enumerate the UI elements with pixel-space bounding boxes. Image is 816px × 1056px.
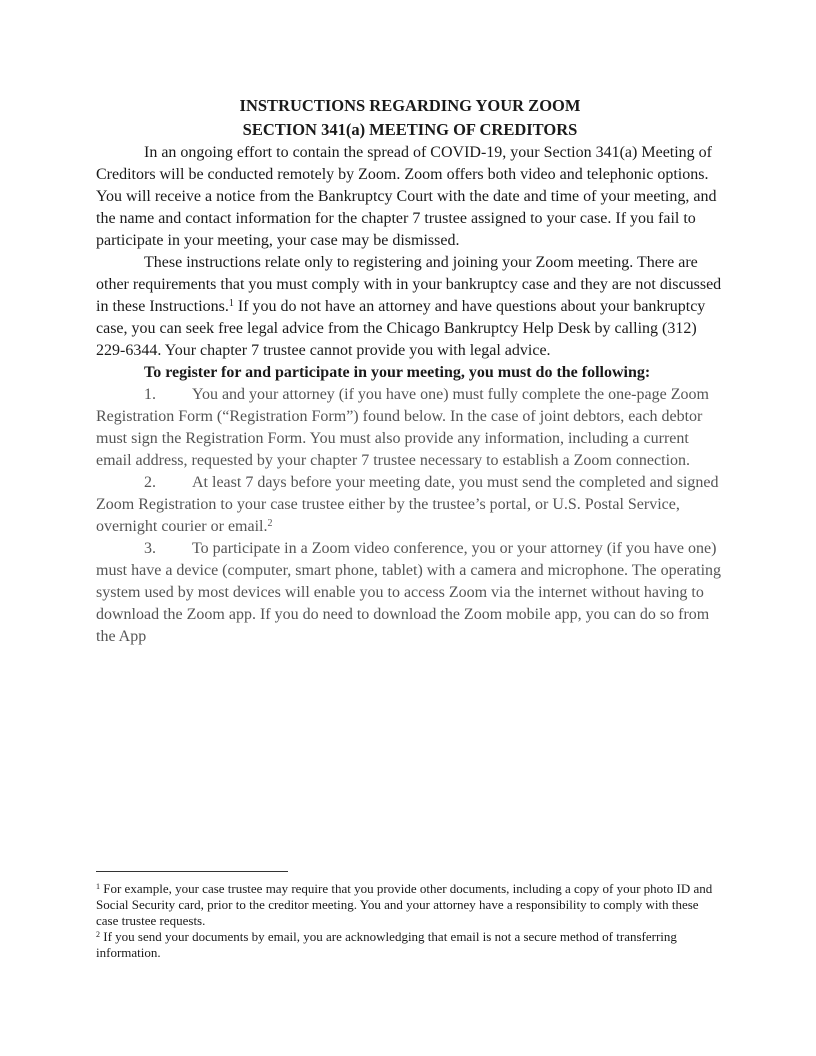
list-item-2-text: At least 7 days before your meeting date, you must send the completed and signed Zoom Registration to your case trustee either by the trustee’s portal, or U.S. Postal Service, overnight courier or email.$^2$ <box>96 474 719 535</box>
document-body <box>96 94 724 648</box>
intro-paragraph-2-text-b: If you do not have an attorney and have questions about your bankruptcy case, you can seek free legal advice from the Chicago Bankruptcy Help Desk by calling (312) 229-6344. Your chapter 7 trustee cannot provide you with legal advice. <box>96 298 706 359</box>
list-item-3 <box>96 538 724 648</box>
footnote-2-text: If you send your documents by email, you are acknowledging that email is not a secure method of transferring information. <box>96 929 677 960</box>
footnote-1 <box>96 881 724 929</box>
intro-paragraph-2 <box>96 252 724 362</box>
footnote-1-marker: 1 <box>96 882 100 891</box>
list-item-2-number: 2. <box>144 474 156 491</box>
footnote-reference-1: 1 <box>228 298 234 309</box>
footnote-1-text: For example, your case trustee may require that you provide other documents, including a copy of your photo ID and Social Security card, prior to the creditor meeting. You and your attorney have a responsibility to comply with these case trustee requests. <box>96 881 713 928</box>
footnote-2-marker: 2 <box>96 930 100 939</box>
intro-paragraph-2-text-a: These instructions relate only to registering and joining your Zoom meeting. There are other requirements that you must comply with in your bankruptcy case and they are not discussed in these Instructions. <box>96 254 722 315</box>
title-line-1: INSTRUCTIONS REGARDING YOUR ZOOM <box>239 96 581 115</box>
list-item-3-number: 3. <box>144 540 156 557</box>
footnote-divider <box>96 871 288 872</box>
list-item-2 <box>96 472 724 538</box>
list-item-3-text: To participate in a Zoom video conference, you or your attorney (if you have one) must have a device (computer, smart phone, tablet) with a camera and microphone. The operating system used by most devices will enable you to access Zoom via the internet without having to download the Zoom app. If you do need to download the Zoom mobile app, you can do so from the App <box>96 540 722 645</box>
footnotes <box>96 881 724 961</box>
list-item-1-text: You and your attorney (if you have one) must fully complete the one-page Zoom Registration Form (“Registration Form”) found below. In the case of joint debtors, each debtor must sign the Registration Form. You must also provide any information, including a current email address, requested by your chapter 7 trustee necessary to establish a Zoom connection. <box>96 386 709 469</box>
footnote-2 <box>96 929 724 961</box>
footnote-reference-2: 2 <box>267 518 273 529</box>
list-item-1-number: 1. <box>144 386 156 403</box>
title-line-2: SECTION 341(a) MEETING OF CREDITORS <box>242 120 578 139</box>
section-heading: To register for and participate in your meeting, you must do the following: <box>144 364 651 381</box>
list-item-1 <box>96 384 724 472</box>
page-title <box>96 94 724 142</box>
intro-paragraph-1: In an ongoing effort to contain the spread of COVID-19, your Section 341(a) Meeting of Creditors will be conducted remotely by Zoom. Zoom offers both video and telephonic options. You will receive a notice from the Bankruptcy Court with the date and time of your meeting, and the name and contact information for the chapter 7 trustee assigned to your case. If you fail to participate in your meeting, your case may be dismissed. <box>96 144 717 249</box>
